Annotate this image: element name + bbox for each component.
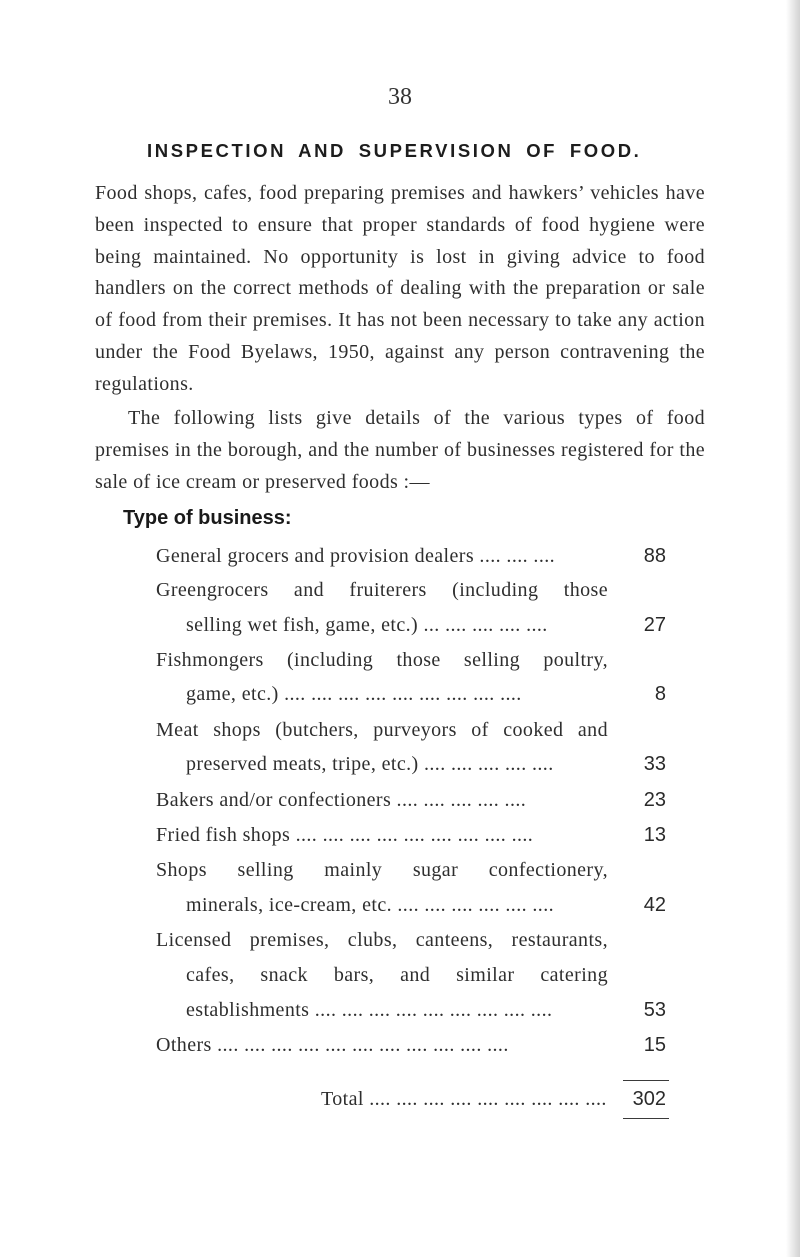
intro-paragraph: Food shops, cafes, food preparing premises and hawkers’ vehicles have been inspected to ensure that proper standards of food hygiene were being maintained. No opportunity is lost in giving advice to food handlers on the correct methods of dealing with the preparation or sale of food from their premises. It has not been necessary to take any action under the Food Byelaws, 1950, against any person contravening the regulations. [95, 182, 705, 395]
list-item-value: 8 [654, 683, 666, 705]
list-item-line: Licensed premises, clubs, canteens, restaurants, [156, 929, 608, 951]
list-item-line: Bakers and/or confectioners .... .... .... .... .... [156, 789, 527, 811]
page-number: 38 [388, 84, 412, 110]
list-item-line: Greengrocers and fruiterers (including those [156, 579, 608, 601]
list-item-line: cafes, snack bars, and similar catering [186, 964, 608, 986]
list-item-value: 13 [643, 824, 666, 846]
list-item-line: Others .... .... .... .... .... .... .... .... .... .... .... [156, 1034, 509, 1056]
total-label: Total .... .... .... .... .... .... .... .... .... [321, 1088, 607, 1110]
list-item-line: Fried fish shops .... .... .... .... .... .... .... .... .... [156, 824, 534, 846]
list-item-value: 42 [643, 894, 666, 916]
business-type-heading: Type of business: [123, 507, 292, 529]
list-item-line: Shops selling mainly sugar confectionery, [156, 859, 608, 881]
list-item-line: selling wet fish, game, etc.) ... .... .... .... .... [186, 614, 548, 636]
list-item-value: 27 [643, 614, 666, 636]
list-item-line: minerals, ice-cream, etc. .... .... .... .... .... .... [186, 894, 554, 916]
section-heading: INSPECTION AND SUPERVISION OF FOOD. [147, 140, 642, 161]
list-item-line: Fishmongers (including those selling poultry, [156, 649, 608, 671]
total-value: 302 [632, 1088, 666, 1110]
list-item-line: game, etc.) .... .... .... .... .... .... .... .... .... [186, 683, 522, 705]
list-item-line: preserved meats, tripe, etc.) .... .... .... .... .... [186, 753, 554, 775]
list-item-line: establishments .... .... .... .... .... .... .... .... .... [186, 999, 553, 1021]
total-rule-bottom [623, 1118, 669, 1119]
list-intro-paragraph: The following lists give details of the various types of food premises in the borough, and the number of businesses registered for the sale of ice cream or preserved foods :— [95, 407, 705, 493]
list-item-value: 23 [643, 789, 666, 811]
page-edge-shadow [786, 0, 800, 1257]
list-item-line: Meat shops (butchers, purveyors of cooked and [156, 719, 608, 741]
list-item-value: 53 [643, 999, 666, 1021]
list-item-value: 33 [643, 753, 666, 775]
list-item-line: General grocers and provision dealers .... .... .... [156, 545, 556, 567]
total-rule-top [623, 1080, 669, 1081]
list-item-value: 15 [643, 1034, 666, 1056]
list-item-value: 88 [643, 545, 666, 567]
